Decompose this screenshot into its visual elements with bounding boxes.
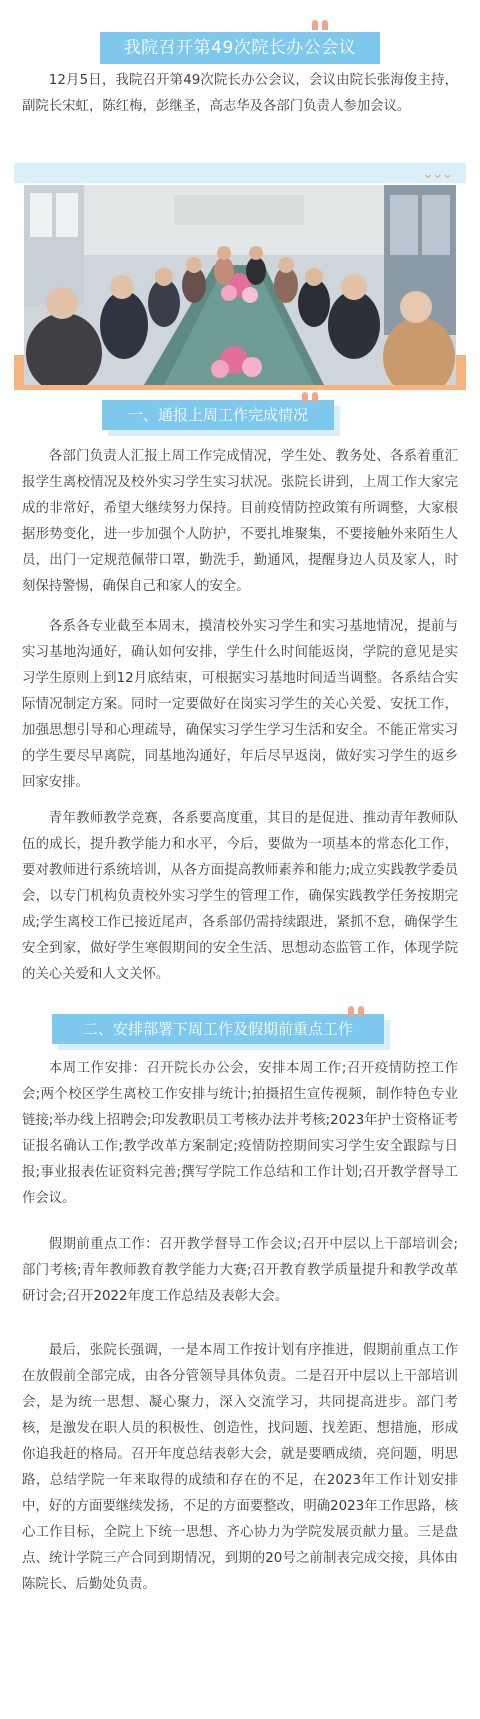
section1-paragraph: 青年教师教学竞赛，各系要高度重，其目的是促进、推动青年教师队伍的成长，提升教学能力和水平，今后，要做为一项基本的常态化工作，要对教师进行系统培训，从各方面提高教师素养和能力;成立实践教学委员会，以专门机构负责校外实习学生的管理工作，确保实践教学任务按期完成;学生离校工作已接近尾声，各系部仍需持续跟进，紧抓不怠，确保学生安全到家，做好学生寒假期间的安全生活、思想动态监管工作，体现学院的关心关爱和人文关怀。 (22, 811, 458, 982)
decor-flag-icon (312, 20, 318, 30)
decor-flag-icon (358, 1006, 364, 1016)
section1-heading-banner (102, 398, 334, 432)
meeting-photo (24, 185, 456, 385)
section2-paragraph: 最后，张院长强调，一是本周工作按计划有序推进，假期前重点工作在放假前全部完成，由各分管领导具体负责。二是召开中层以上干部培训会，是为统一思想、凝心聚力，深入交流学习，共同提高进步。部门考核，是激发在职人员的积极性、创造性，找问题、找差距、想措施，形成你追我赶的格局。召开年度总结表彰大会，就是要晒成绩，亮问题，明思路，总结学院一年来取得的成绩和存在的不足，在2023年工作计划安排中，好的方面要继续发扬，不足的方面要整改，明确2023年工作思路，核心工作目标，全院上下统一思想、齐心协力为学院发展贡献力量。三是盘点、统计学院三产合同到期情况，到期的20号之前制表完成交接，具体由陈院长、后勤处负责。 (22, 1343, 458, 1592)
title-banner (100, 28, 380, 64)
decor-flag-icon (322, 20, 328, 30)
photo-frame (14, 163, 466, 390)
decor-flag-icon (348, 1006, 354, 1016)
chevron-decor-icon: ⌄⌄⌄ (422, 167, 452, 182)
intro-paragraph: 12月5日，我院召开第49次院长办公会议，会议由院长张海俊主持，副院长宋虹，陈红梅，彭继圣，高志华及各部门负责人参加会议。 (22, 73, 458, 114)
section1-paragraph: 各系各专业截至本周末，摸清校外实习学生和实习基地情况，提前与实习基地沟通好，确认如何安排，学生什么时间能返岗，学院的意见是实习学生原则上到12月底结束，可根据实习基地时间适当调整。各系结合实际情况制定方案。同时一定要做好在岗实习学生的关心关爱、安抚工作，加强思想引导和心理疏导，确保实习学生学习生活和安全。不能正常实习的学生要尽早离院，同基地沟通好，年后尽早返岗，做好实习学生的返乡回家安排。 (22, 619, 458, 790)
section2-paragraph: 本周工作安排：召开院长办公会，安排本周工作;召开疫情防控工作会;两个校区学生离校工作安排与统计;拍摄招生宣传视频，制作特色专业链接;举办线上招聘会;印发教职员工考核办法并考核;2023年护士资格证考证报名确认工作;教学改革方案制定;疫情防控期间实习学生安全跟踪与日报;事业报表佐证资料完善;撰写学院工作总结和工作计划;召开教学督导工作会议。 (22, 1061, 458, 1206)
section2-heading: 二、安排部署下周工作及假期前重点工作 (52, 1014, 384, 1044)
section1-heading: 一、通报上周工作完成情况 (102, 400, 334, 430)
section2-paragraph: 假期前重点工作：召开教学督导工作会议;召开中层以上干部培训会;部门考核;青年教师教育教学能力大赛;召开教育教学质量提升和教学改革研讨会;召开2022年度工作总结及表彰大会。 (22, 1237, 458, 1304)
decor-flag-icon (302, 392, 308, 402)
decor-flag-icon (312, 392, 318, 402)
section2-heading-banner (52, 1012, 384, 1046)
section1-paragraph: 各部门负责人汇报上周工作完成情况，学生处、教务处、各系着重汇报学生离校情况及校外实习学生实习状况。张院长讲到，上周工作大家完成的非常好，希望大继续努力保持。目前疫情防控政策有所调整，大家根据形势变化，进一步加强个人防护，不要扎堆聚集，不要接触外来陌生人员，出门一定规范佩带口罩，勤洗手，勤通风，提醒身边人员及家人，时刻保持警惕，确保自己和家人的安全。 (22, 449, 458, 594)
photo-top-band (14, 163, 466, 183)
page-title: 我院召开第49次院长办公会议 (100, 32, 380, 64)
